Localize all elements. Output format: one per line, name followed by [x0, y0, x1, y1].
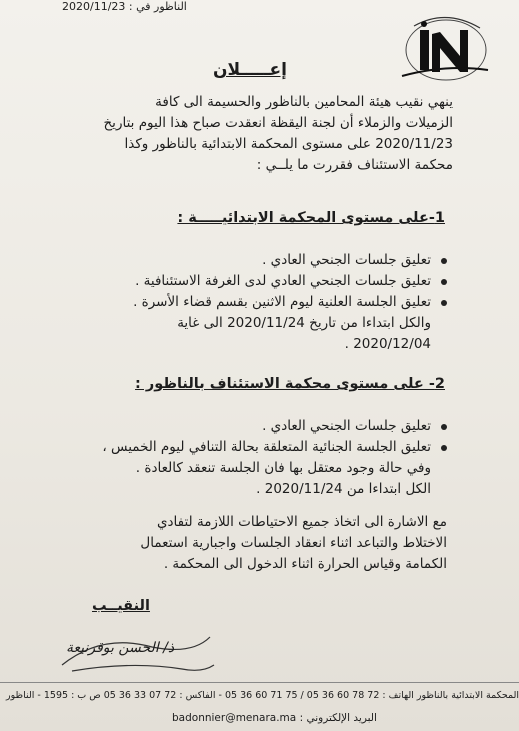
- footer-email-line: [172, 712, 377, 724]
- closing-line: الاختلاط والتباعد اثناء انعقاد الجلسات واجبارية استعمال: [140, 535, 447, 551]
- section2-list: [102, 416, 449, 500]
- footer-divider: [0, 682, 519, 683]
- closing-line: مع الاشارة الى اتخاذ جميع الاحتياطات اللازمة لتفادي: [156, 514, 447, 530]
- intro-line: الزميلات والزملاء أن لجنة اليقظة انعقدت صباح هذا اليوم بتاريخ: [103, 115, 453, 131]
- list-item: تعليق الجلسة الجنائية المتعلقة بحالة التنافي ليوم الخميس ،: [102, 437, 449, 458]
- section1-list: [133, 250, 449, 355]
- list-item: تعليق جلسات الجنحي العادي لدى الغرفة الاستئنافية .: [133, 271, 449, 292]
- section2-continuation: الكل ابتداءا من 2020/11/24 .: [256, 481, 431, 497]
- footer-email[interactable]: badonnier@menara.ma: [172, 712, 297, 724]
- list-item: تعليق جلسات الجنحي العادي .: [133, 250, 449, 271]
- closing-paragraph: [27, 512, 447, 575]
- section2-heading: 2- على مستوى محكمة الاستئناف بالناظور :: [135, 376, 445, 392]
- logo-emblem-icon: [392, 10, 492, 84]
- footer-email-label: البريد الإلكتروني :: [299, 712, 377, 724]
- section2-continuation: وفي حالة وجود معتقل بها فان الجلسة تنعقد كالعادة .: [135, 460, 431, 476]
- announcement-title: إعـــــلان: [213, 60, 287, 80]
- footer-address: المحكمة الابتدائية بالناظور الهاتف : 72 78 60 36 05 / 75 71 60 36 05 - الفاكس : 72 07 33 36 05 ص ب : 1595 - الناظور: [6, 690, 519, 701]
- intro-paragraph: [73, 92, 453, 176]
- intro-line: 2020/11/23 على مستوى المحكمة الابتدائية بالناظور وكذا: [124, 136, 453, 152]
- bar-association-logo: [392, 10, 492, 84]
- section1-continuation: 2020/12/04 .: [344, 336, 431, 352]
- section1-heading: 1-على مستوى المحكمة الابتدائيـــــة :: [177, 210, 445, 226]
- signatory-name: ذ/ الحسن بوقرنيعة: [66, 640, 175, 656]
- list-item: تعليق الجلسة العلنية ليوم الاثنين بقسم قضاء الأسرة .: [133, 292, 449, 313]
- list-item: تعليق جلسات الجنحي العادي .: [102, 416, 449, 437]
- intro-line: محكمة الاستئناف فقررت ما يلــي :: [256, 157, 453, 173]
- document-date: الناظور في : 2020/11/23: [62, 0, 187, 13]
- closing-line: الكمامة وقياس الحرارة اثناء الدخول الى المحكمة .: [163, 556, 447, 572]
- signature-title: النقيــب: [92, 598, 150, 614]
- section1-continuation: والكل ابتداءا من تاريخ 2020/11/24 الى غاية: [177, 315, 431, 331]
- intro-line: ينهي نقيب هيئة المحامين بالناظور والحسيمة الى كافة: [155, 94, 453, 110]
